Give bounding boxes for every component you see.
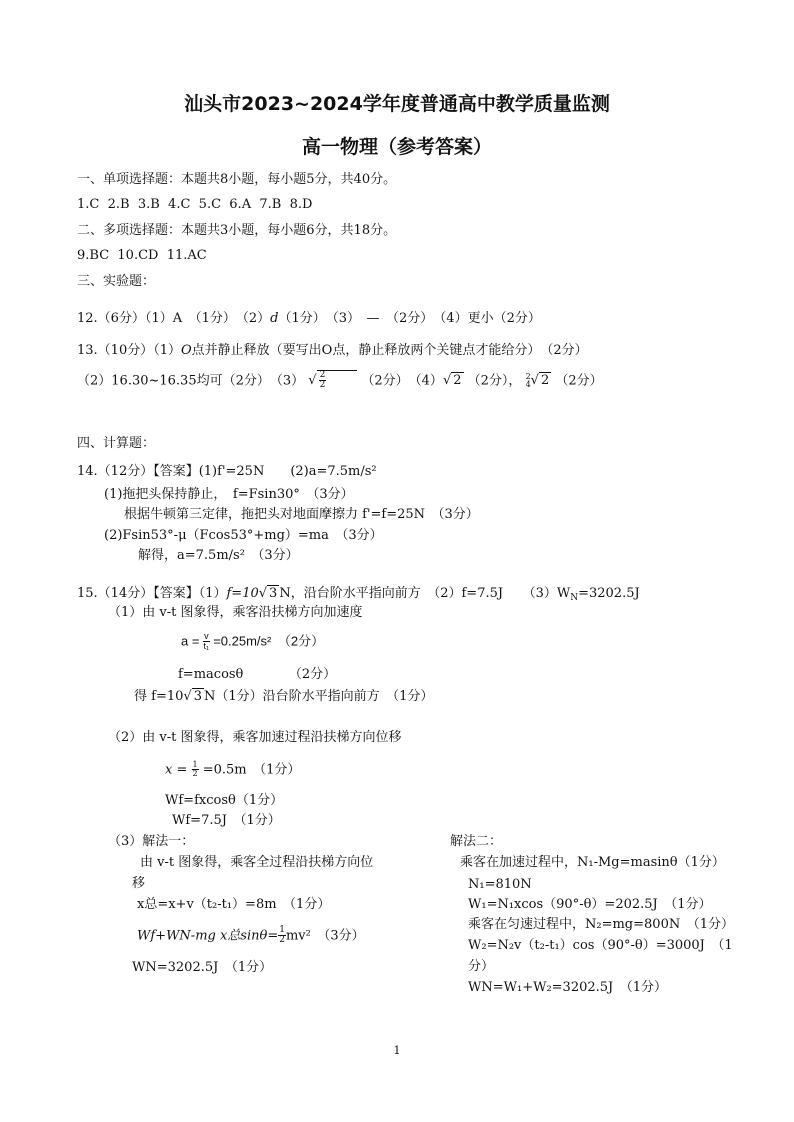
q14-line4: 解得，a=7.5m/s² （3分） [138, 548, 299, 563]
q15-answer-sub: N [570, 593, 579, 603]
q15-answer [77, 585, 640, 604]
q15-p1-head: （1）由 v-t 图象得，乘客沿扶梯方向加速度 [108, 605, 363, 620]
q15-answer-part3: f=7.5J （3）W [461, 586, 571, 601]
page-number: 1 [393, 1044, 401, 1057]
q14-line1: (1)拖把头保持静止， f=Fsin30° （3分） [104, 487, 354, 502]
method2-line3: W₁=N₁xcos（90°-θ）=202.5J （1分） [468, 897, 712, 912]
q14-line3: (2)Fsin53°-μ（Fcos53°+mg）=ma （3分） [104, 528, 383, 543]
section1-answers: 1.C 2.B 3.B 4.C 5.C 6.A 7.B 8.D [77, 197, 313, 212]
q13-rest: 点并静止释放（要写出O点，静止释放两个关键点才能给分） （2分） [191, 343, 588, 358]
method2-line5: W₂=N₂v（t₂-t₁）cos（90°-θ）=3000J （1 [468, 938, 733, 953]
section2-answers: 9.BC 10.CD 11.AC [77, 248, 207, 263]
q15-p2-head: （2）由 v-t 图象得，乘客加速过程沿扶梯方向位移 [108, 730, 402, 745]
q12-var: d [270, 311, 279, 326]
rad1-den: 2 [319, 380, 326, 391]
q13-line2 [77, 370, 603, 391]
method1-line3: x总=x+v（t₂-t₁）=8m （1分） [137, 897, 331, 912]
q12-prefix: 12.（6分）（1）A （1分） （2） [77, 311, 271, 326]
frac-den: 4 [525, 379, 531, 389]
sqrt-icon: √ 3 [183, 689, 202, 704]
sqrt-expression: √ 2 [442, 373, 462, 389]
q15-p1-accel [181, 632, 324, 652]
q15-answer-part4: =3202.5J [578, 586, 640, 601]
q12-line [77, 311, 541, 327]
q14-answer: 14.（12分）【答案】(1)f'=25N (2)a=7.5m/s² [77, 464, 377, 479]
accel-lhs: a = [181, 633, 200, 649]
page-title: 汕头市2023~2024学年度普通高中教学质量监测 [184, 93, 610, 115]
method1-line5: WN=3202.5J （1分） [132, 960, 273, 975]
method1-line1: 由 v-t 图象得，乘客全过程沿扶梯方向位 [140, 855, 374, 870]
method1-line2: 移 [132, 876, 146, 891]
q15-answer-part1: 15.（14分）【答案】（1） [77, 586, 227, 601]
sqrt-expression-2: √ 2 [530, 373, 550, 389]
sqrt-frac-expression: √ $\frac{2}{2}$ [308, 373, 357, 388]
q15-p2-work2: Wf=7.5J （1分） [172, 813, 281, 828]
q13-score3: （2分） （4） [361, 373, 443, 389]
method1-line4: Wf+WN-mg x总sinθ= $\frac{1}{2}$ mv² （3分） [137, 925, 365, 946]
section2-heading: 二、多项选择题：本题共3小题，每小题6分，共18分。 [77, 223, 397, 238]
method2-line7: WN=W₁+W₂=3202.5J （1分） [468, 980, 668, 995]
q15-answer-force: f=10 [226, 586, 259, 601]
q15-p2-displacement: x = $\frac{1}{2}$ =0.5m （1分） [165, 760, 301, 779]
accel-frac: $\frac{v}{\text{t₁}}$ [203, 631, 210, 652]
q13-score5: （2分） [555, 373, 603, 389]
q13-part2: （2）16.30~16.35均可（2分） （3） [77, 373, 305, 389]
q13-line1 [77, 343, 588, 359]
accel-rhs: =0.25m/s² （2分） [213, 633, 325, 649]
q13-var: O [181, 343, 192, 358]
q15-p2-work1: Wf=fxcosθ（1分） [165, 793, 284, 808]
method2-head: 解法二： [450, 834, 503, 849]
method2-line6: 分） [468, 959, 495, 974]
half-frac: $\frac{1}{2}$ [192, 760, 198, 779]
half-frac: $\frac{1}{2}$ [279, 925, 285, 946]
page-subtitle: 高一物理（参考答案） [301, 136, 492, 158]
frac-expression [526, 373, 531, 390]
section3-heading: 三、实验题： [77, 274, 156, 289]
q14-line2: 根据牛顿第三定律，拖把头对地面摩擦力 f'=f=25N （3分） [124, 507, 479, 522]
q15-answer-part2: N，沿台阶水平指向前方 （2） [279, 586, 462, 601]
method2-line4: 乘客在匀速过程中，N₂=mg=800N （1分） [468, 917, 734, 932]
section4-heading: 四、计算题： [77, 436, 156, 451]
method2-line1: 乘客在加速过程中，N₁-Mg=masinθ（1分） [460, 855, 725, 870]
q15-p3-head: （3）解法一： [108, 834, 195, 849]
q13-score4: （2分）， [467, 373, 522, 389]
q15-p1-result: 得 f=10√ 3 N（1分）沿台阶水平指向前方 （1分） [134, 689, 434, 704]
sqrt-icon: √ 3 [258, 586, 278, 601]
q12-rest: （1分） （3） — （2分） （4）更小（2分） [278, 311, 541, 326]
q15-p1-force: f=macosθ （2分） [178, 667, 337, 682]
q13-prefix: 13.（10分）（1） [77, 343, 181, 358]
frac-num: 2 [525, 371, 531, 381]
method2-line2: N₁=810N [468, 877, 532, 892]
section1-heading: 一、单项选择题：本题共8小题，每小题5分，共40分。 [77, 172, 397, 187]
rad1-num: 2 [319, 370, 326, 380]
